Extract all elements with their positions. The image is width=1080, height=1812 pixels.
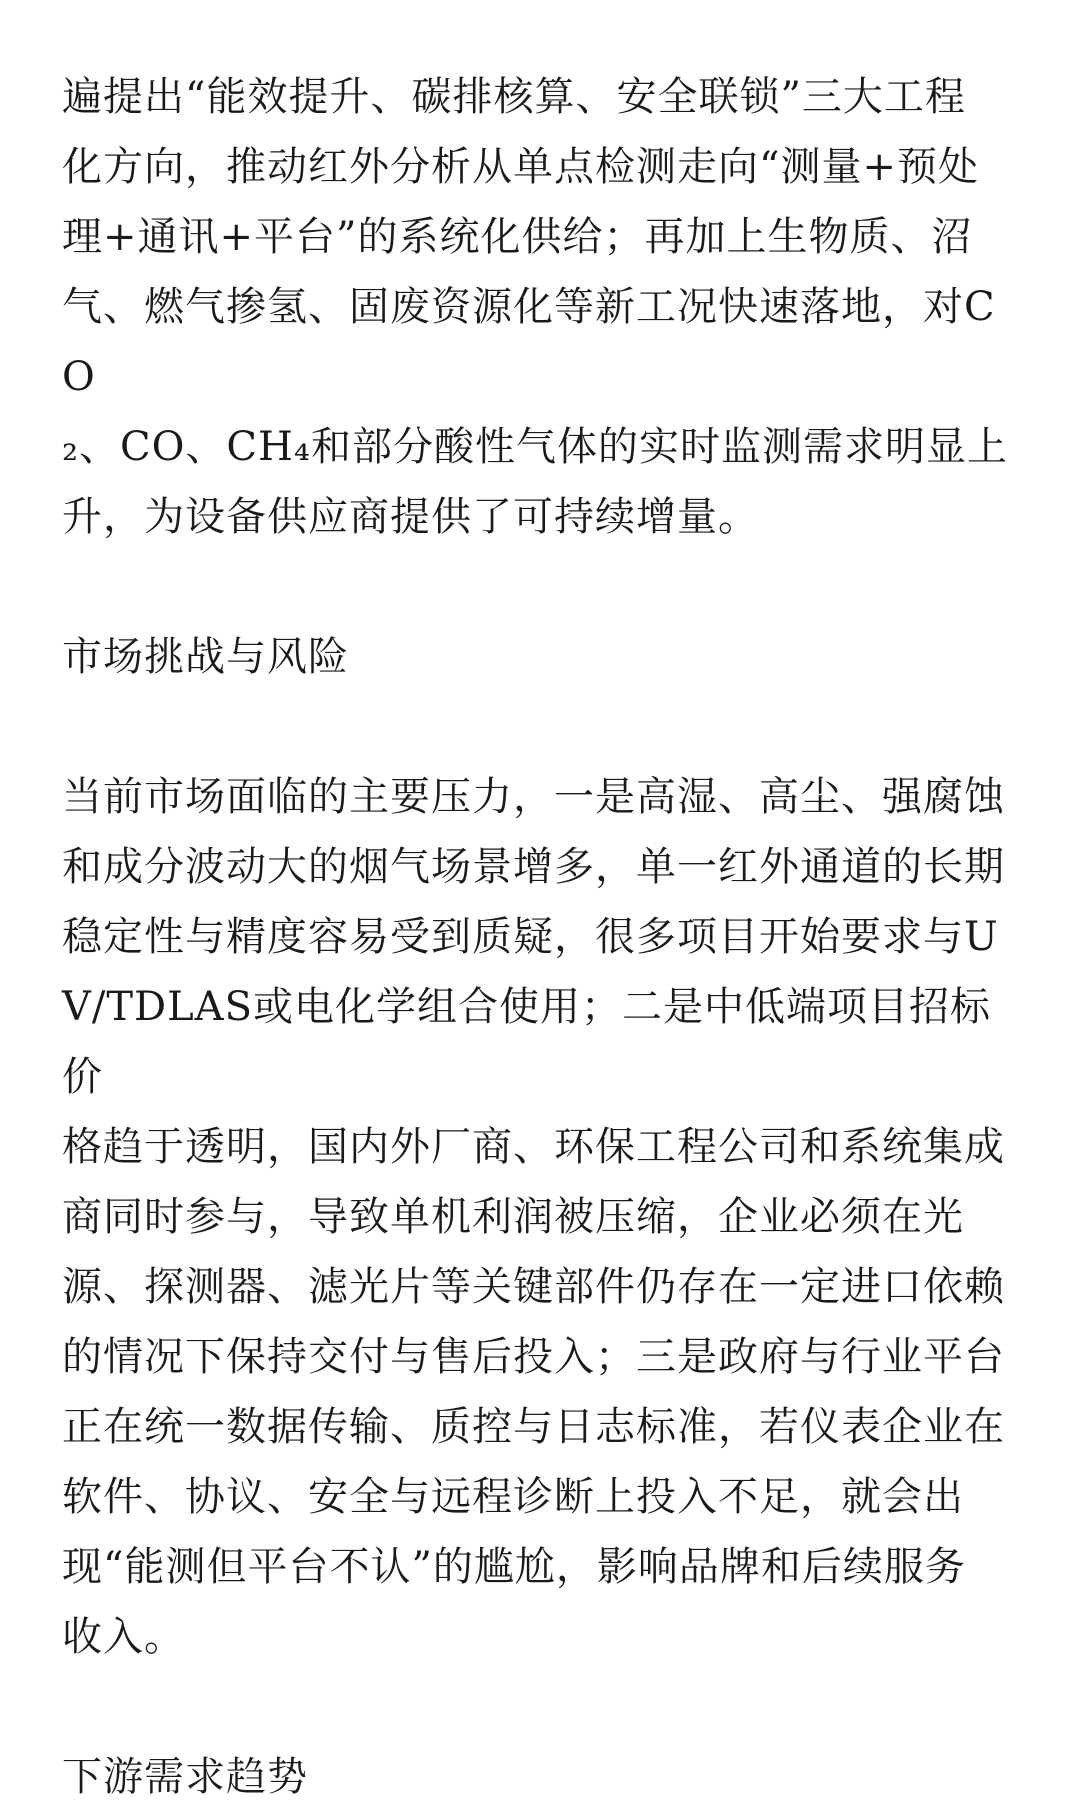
article-body [62,62,1022,1812]
paragraph-industry-trends [62,62,1022,552]
paragraph-line: 的情况下保持交付与售后投入；三是政府与行业平台 [62,1334,1005,1380]
section-heading-downstream-demand: 下游需求趋势 [62,1754,308,1800]
paragraph-line: V/TDLAS或电化学组合使用；二是中低端项目招标价 [62,984,991,1100]
paragraph-line: 商同时参与，导致单机利润被压缩，企业必须在光 [62,1194,964,1240]
paragraph-line: 源、探测器、滤光片等关键部件仍存在一定进口依赖 [62,1264,1005,1310]
section-heading-challenges: 市场挑战与风险 [62,634,349,680]
paragraph-line: ₂、CO、CH₄和部分酸性气体的实时监测需求明显上 [62,424,1008,470]
paragraph-line: 升，为设备供应商提供了可持续增量。 [62,494,759,540]
paragraph-line: 现“能测但平台不认”的尴尬，影响品牌和后续服务 [62,1544,966,1590]
paragraph-market-challenges [62,762,1022,1672]
paragraph-line: 气、燃气掺氢、固废资源化等新工况快速落地，对CO [62,284,996,400]
paragraph-line: 软件、协议、安全与远程诊断上投入不足，就会出 [62,1474,964,1520]
paragraph-line: 当前市场面临的主要压力，一是高湿、高尘、强腐蚀 [62,774,1005,820]
paragraph-line: 和成分波动大的烟气场景增多，单一红外通道的长期 [62,844,1005,890]
paragraph-line: 遍提出“能效提升、碳排核算、安全联锁”三大工程 [62,74,966,120]
paragraph-line: 正在统一数据传输、质控与日志标准，若仪表企业在 [62,1404,1005,1450]
paragraph-line: 化方向，推动红外分析从单点检测走向“测量+预处 [62,144,979,190]
paragraph-line: 理+通讯+平台”的系统化供给；再加上生物质、沼 [62,214,973,260]
paragraph-line: 稳定性与精度容易受到质疑，很多项目开始要求与U [62,914,999,960]
paragraph-line: 格趋于透明，国内外厂商、环保工程公司和系统集成 [62,1124,1005,1170]
paragraph-line: 收入。 [62,1614,185,1660]
